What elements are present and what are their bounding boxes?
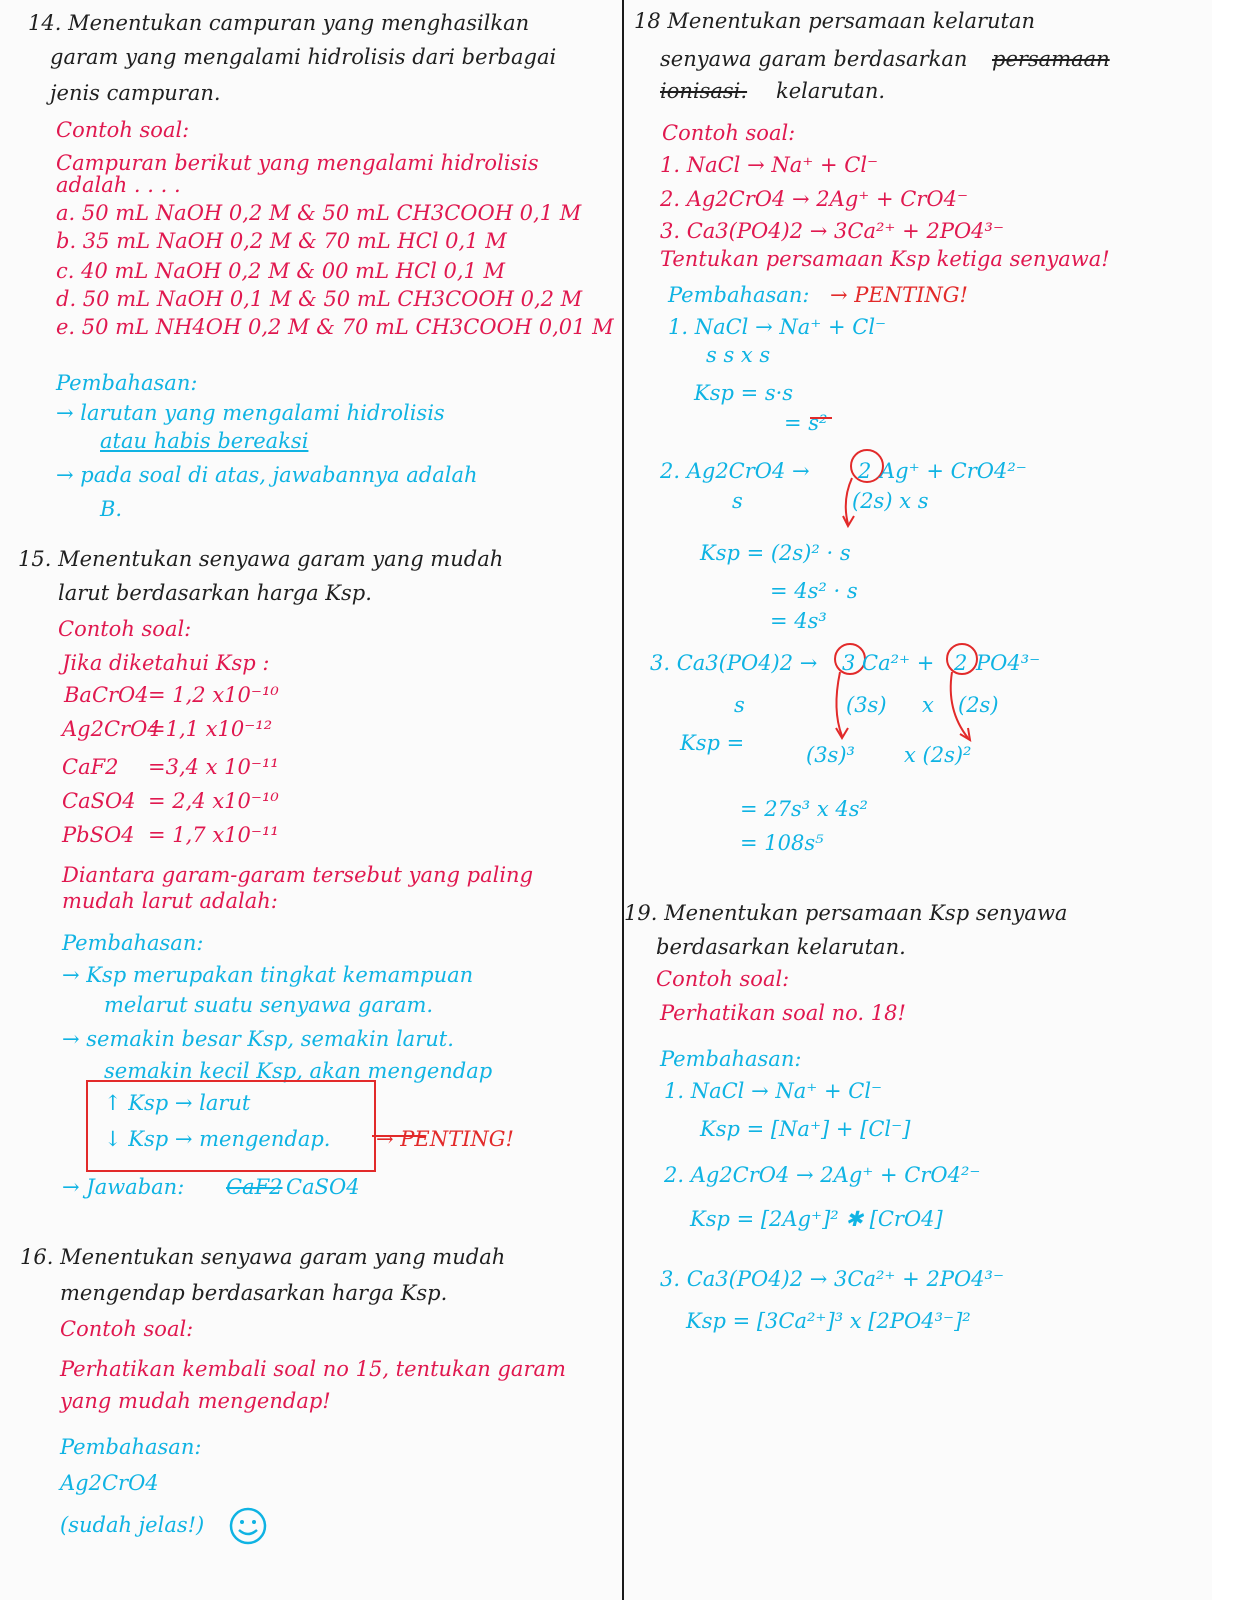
s19-title-1: 19. Menentukan persamaan Ksp senyawa: [624, 901, 1068, 925]
s19-line-2: Ksp = [Na⁺] + [Cl⁻]: [700, 1117, 911, 1141]
s15-box-line-2: ↓ Ksp → mengendap.: [104, 1127, 331, 1151]
s15-answer-struck: CaF2: [226, 1175, 283, 1199]
s19-discussion-label: Pembahasan:: [660, 1047, 802, 1071]
s15-question-1: Diantara garam-garam tersebut yang paling: [62, 863, 534, 887]
s19-example-label: Contoh soal:: [656, 967, 790, 991]
s15-ksp-value-5: = 1,7 x10⁻¹¹: [148, 823, 279, 847]
s14-option-e: e. 50 mL NH4OH 0,2 M & 70 mL CH3COOH 0,01 M: [56, 315, 614, 339]
s18-step3-term-1: (3s)³: [806, 743, 855, 767]
s18-reaction-2: 2. Ag2CrO4 → 2Ag⁺ + CrO4⁻: [660, 187, 969, 211]
s19-line-1: 1. NaCl → Na⁺ + Cl⁻: [664, 1079, 883, 1103]
s18-step1-ksp: Ksp = s·s: [694, 381, 794, 405]
s15-example-label: Contoh soal:: [58, 617, 192, 641]
s15-answer-prefix: → Jawaban:: [62, 1175, 185, 1199]
s19-title-2: berdasarkan kelarutan.: [656, 935, 906, 959]
s14-question-2: adalah . . . .: [56, 173, 181, 197]
s15-ksp-compound-3: CaF2: [62, 755, 119, 779]
s16-title-2: mengendap berdasarkan harga Ksp.: [60, 1281, 448, 1305]
s18-step3-ion-1: Ca²⁺ +: [862, 651, 935, 675]
s16-note: (sudah jelas!): [60, 1513, 205, 1537]
s18-discussion-label: Pembahasan:: [668, 283, 810, 307]
s15-important-note: → PENTING!: [376, 1127, 514, 1151]
s15-ksp-value-1: = 1,2 x10⁻¹⁰: [148, 683, 279, 707]
s15-question-2: mudah larut adalah:: [62, 889, 278, 913]
s15-title-1: 15. Menentukan senyawa garam yang mudah: [18, 547, 504, 571]
s14-discussion-label: Pembahasan:: [56, 371, 198, 395]
s18-step1-solubility: s s x s: [706, 343, 771, 367]
s18-step3-result-2: = 108s⁵: [740, 831, 824, 855]
s15-ksp-compound-5: PbSO4: [62, 823, 135, 847]
s19-line-3: 2. Ag2CrO4 → 2Ag⁺ + CrO4²⁻: [664, 1163, 981, 1187]
s18-example-label: Contoh soal:: [662, 121, 796, 145]
s19-line-6: Ksp = [3Ca²⁺]³ x [2PO4³⁻]²: [686, 1309, 971, 1333]
s15-ksp-compound-4: CaSO4: [62, 789, 136, 813]
s15-ksp-compound-2: Ag2CrO4: [62, 717, 161, 741]
s14-example-label: Contoh soal:: [56, 118, 190, 142]
s18-step2-reactant: 2. Ag2CrO4 →: [660, 459, 810, 483]
s18-task: Tentukan persamaan Ksp ketiga senyawa!: [660, 247, 1110, 271]
s14-option-a: a. 50 mL NaOH 0,2 M & 50 mL CH3COOH 0,1 M: [56, 201, 582, 225]
s18-step1-reaction: 1. NaCl → Na⁺ + Cl⁻: [668, 315, 887, 339]
s14-discussion-4: B.: [100, 497, 123, 521]
s14-discussion-2: atau habis bereaksi: [100, 429, 309, 453]
s16-discussion-label: Pembahasan:: [60, 1435, 202, 1459]
s18-step3-ion-sol-1: (3s): [846, 693, 887, 717]
s18-title-1: 18 Menentukan persamaan kelarutan: [634, 9, 1036, 33]
s14-option-b: b. 35 mL NaOH 0,2 M & 70 mL HCl 0,1 M: [56, 229, 507, 253]
s18-step2-ions: (2s) x s: [852, 489, 929, 513]
s18-title-3: kelarutan.: [776, 79, 886, 103]
s18-step3-result-1: = 27s³ x 4s²: [740, 797, 868, 821]
s14-title-3: jenis campuran.: [50, 81, 221, 105]
s14-title-2: garam yang mengalami hidrolisis dari berbagai: [50, 45, 557, 69]
s15-discussion-2: melarut suatu senyawa garam.: [104, 993, 434, 1017]
s15-ksp-compound-1: BaCrO4: [64, 683, 149, 707]
s14-discussion-1: → larutan yang mengalami hidrolisis: [56, 401, 445, 425]
s19-line-5: 3. Ca3(PO4)2 → 3Ca²⁺ + 2PO4³⁻: [660, 1267, 1005, 1291]
s15-ksp-value-3: =3,4 x 10⁻¹¹: [148, 755, 279, 779]
s16-example-label: Contoh soal:: [60, 1317, 194, 1341]
s16-title-1: 16. Menentukan senyawa garam yang mudah: [20, 1245, 506, 1269]
s14-question-1: Campuran berikut yang mengalami hidrolisis: [56, 151, 539, 175]
s15-discussion-label: Pembahasan:: [62, 931, 204, 955]
s19-line-4: Ksp = [2Ag⁺]² ✱ [CrO4]: [690, 1207, 943, 1231]
s14-title-1: 14. Menentukan campuran yang menghasilkan: [28, 11, 530, 35]
s18-step3-term-2: x (2s)²: [904, 743, 972, 767]
s14-option-c: c. 40 mL NaOH 0,2 M & 00 mL HCl 0,1 M: [56, 259, 506, 283]
s15-ksp-value-2: =1,1 x10⁻¹²: [148, 717, 273, 741]
s18-step2-coefficient: 2: [858, 459, 872, 483]
s18-step3-s: s: [734, 693, 745, 717]
s18-step3-times: x: [922, 693, 934, 717]
s18-title-3-struck: ionisasi.: [660, 79, 748, 103]
s18-step2-result-1: = 4s² · s: [770, 579, 858, 603]
s19-question: Perhatikan soal no. 18!: [660, 1001, 906, 1025]
s18-title-2: senyawa garam berdasarkan: [660, 47, 968, 71]
s15-discussion-4: semakin kecil Ksp, akan mengendap: [104, 1059, 493, 1083]
s18-step3-ion-sol-2: (2s): [958, 693, 999, 717]
s18-step3-coef-2: 2: [954, 651, 968, 675]
s15-intro: Jika diketahui Ksp :: [62, 651, 270, 675]
s18-step1-result: = s²: [784, 411, 828, 435]
s18-step2-s: s: [732, 489, 743, 513]
s18-step3-ion-2: PO4³⁻: [976, 651, 1041, 675]
s15-title-2: larut berdasarkan harga Ksp.: [58, 581, 372, 605]
s16-question-2: yang mudah mengendap!: [60, 1389, 331, 1413]
s18-reaction-3: 3. Ca3(PO4)2 → 3Ca²⁺ + 2PO4³⁻: [660, 219, 1005, 243]
s16-answer: Ag2CrO4: [60, 1471, 159, 1495]
s18-step2-products: Ag⁺ + CrO4²⁻: [880, 459, 1027, 483]
s18-step3-coef-1: 3: [842, 651, 856, 675]
s18-reaction-1: 1. NaCl → Na⁺ + Cl⁻: [660, 153, 879, 177]
s14-option-d: d. 50 mL NaOH 0,1 M & 50 mL CH3COOH 0,2 M: [56, 287, 583, 311]
s18-step2-ksp: Ksp = (2s)² · s: [700, 541, 851, 565]
s18-step2-result-2: = 4s³: [770, 609, 827, 633]
s16-question-1: Perhatikan kembali soal no 15, tentukan garam: [60, 1357, 566, 1381]
s18-important-note: → PENTING!: [830, 283, 968, 307]
s15-answer: CaSO4: [286, 1175, 360, 1199]
s15-box-line-1: ↑ Ksp → larut: [104, 1091, 251, 1115]
page-margin: [1212, 0, 1236, 1600]
s18-title-2-struck: persamaan: [992, 47, 1110, 71]
s14-discussion-3: → pada soal di atas, jawabannya adalah: [56, 463, 478, 487]
s15-ksp-value-4: = 2,4 x10⁻¹⁰: [148, 789, 279, 813]
s18-step3-reactant: 3. Ca3(PO4)2 →: [650, 651, 818, 675]
s18-step3-ksp: Ksp =: [680, 731, 745, 755]
s15-discussion-1: → Ksp merupakan tingkat kemampuan: [62, 963, 474, 987]
s15-discussion-3: → semakin besar Ksp, semakin larut.: [62, 1027, 454, 1051]
